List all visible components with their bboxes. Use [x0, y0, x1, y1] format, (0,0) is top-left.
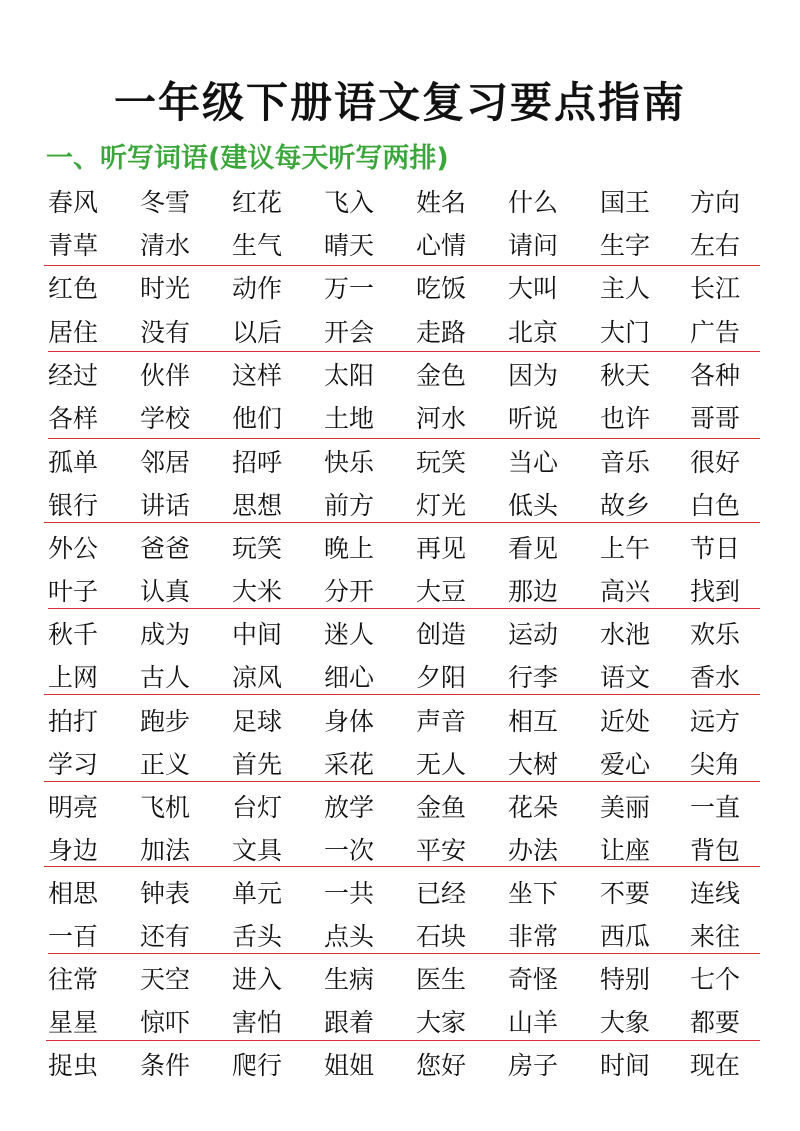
- vocab-word: 奇怪: [508, 965, 559, 994]
- vocab-word: 水池: [600, 620, 651, 649]
- vocab-word: 孤单: [48, 448, 99, 477]
- vocab-word: 主人: [600, 274, 651, 303]
- page-title: 一年级下册语文复习要点指南: [113, 78, 686, 127]
- word-row: [0, 705, 800, 739]
- vocab-word: 晚上: [324, 534, 375, 563]
- vocab-word: 土地: [324, 404, 375, 433]
- vocab-word: 思想: [232, 491, 283, 520]
- vocab-word: 听说: [508, 404, 559, 433]
- vocab-word: 什么: [508, 188, 559, 217]
- vocab-word: 文具: [232, 836, 283, 865]
- vocab-word: 姐姐: [324, 1051, 375, 1080]
- vocab-word: 坐下: [508, 879, 559, 908]
- vocab-word: 生字: [600, 231, 651, 260]
- vocab-word: 远方: [690, 707, 741, 736]
- vocab-word: 背包: [690, 836, 741, 865]
- vocab-word: 细心: [324, 663, 375, 692]
- vocab-word: 红花: [232, 188, 283, 217]
- vocab-word: 迷人: [324, 620, 375, 649]
- vocab-word: 爸爸: [140, 534, 191, 563]
- word-row: [0, 618, 800, 652]
- vocab-word: 采花: [324, 750, 375, 779]
- vocab-word: 中间: [232, 620, 283, 649]
- vocab-word: 以后: [232, 318, 283, 347]
- vocab-word: 高兴: [600, 577, 651, 606]
- vocab-word: 欢乐: [690, 620, 741, 649]
- vocab-word: 也许: [600, 404, 651, 433]
- vocab-word: 故乡: [600, 491, 651, 520]
- vocab-word: 跑步: [140, 707, 191, 736]
- vocab-word: 凉风: [232, 663, 283, 692]
- vocab-word: 首先: [232, 750, 283, 779]
- underline-rule: [48, 608, 760, 609]
- vocab-word: 音乐: [600, 448, 651, 477]
- vocab-word: 学习: [48, 750, 99, 779]
- word-row: [0, 877, 800, 911]
- vocab-word: 上网: [48, 663, 99, 692]
- vocab-word: 夕阳: [416, 663, 467, 692]
- vocab-word: 条件: [140, 1051, 191, 1080]
- vocab-word: 低头: [508, 491, 559, 520]
- vocab-word: 姓名: [416, 188, 467, 217]
- vocab-word: 再见: [416, 534, 467, 563]
- vocab-word: 看见: [508, 534, 559, 563]
- vocab-word: 国王: [600, 188, 651, 217]
- vocab-word: 飞机: [140, 793, 191, 822]
- vocab-word: 伙伴: [140, 361, 191, 390]
- vocab-word: 相思: [48, 879, 99, 908]
- vocab-word: 足球: [232, 707, 283, 736]
- vocab-word: 花朵: [508, 793, 559, 822]
- vocab-word: 现在: [690, 1051, 741, 1080]
- vocab-word: 大家: [416, 1008, 467, 1037]
- vocab-word: 非常: [508, 922, 559, 951]
- vocab-word: 时间: [600, 1051, 651, 1080]
- vocab-word: 秋千: [48, 620, 99, 649]
- vocab-word: 请问: [508, 231, 559, 260]
- underline-rule: [44, 781, 760, 782]
- word-row: [0, 1006, 800, 1040]
- vocab-word: 无人: [416, 750, 467, 779]
- vocab-word: 经过: [48, 361, 99, 390]
- vocab-word: 让座: [600, 836, 651, 865]
- word-row: [0, 359, 800, 393]
- word-row: [0, 575, 800, 609]
- vocab-word: 认真: [140, 577, 191, 606]
- vocab-word: 很好: [690, 448, 741, 477]
- vocab-word: 金色: [416, 361, 467, 390]
- word-row: [0, 834, 800, 868]
- vocab-word: 秋天: [600, 361, 651, 390]
- underline-rule: [48, 351, 760, 352]
- vocab-word: 钟表: [140, 879, 191, 908]
- underline-rule: [44, 522, 760, 523]
- vocab-word: 大米: [232, 577, 283, 606]
- vocab-word: 单元: [232, 879, 283, 908]
- vocab-word: 石块: [416, 922, 467, 951]
- vocab-word: 近处: [600, 707, 651, 736]
- vocab-word: 一直: [690, 793, 741, 822]
- underline-rule: [44, 866, 760, 867]
- vocab-word: 天空: [140, 965, 191, 994]
- vocab-word: 点头: [324, 922, 375, 951]
- vocab-word: 相互: [508, 707, 559, 736]
- vocab-word: 成为: [140, 620, 191, 649]
- vocab-word: 前方: [324, 491, 375, 520]
- vocab-word: 正义: [140, 750, 191, 779]
- vocab-word: 一次: [324, 836, 375, 865]
- vocab-word: 一百: [48, 922, 99, 951]
- vocab-word: 大豆: [416, 577, 467, 606]
- underline-rule: [44, 265, 760, 266]
- vocab-word: 山羊: [508, 1008, 559, 1037]
- vocab-word: 爬行: [232, 1051, 283, 1080]
- vocab-word: 金鱼: [416, 793, 467, 822]
- vocab-word: 七个: [690, 965, 741, 994]
- word-row: [0, 186, 800, 220]
- vocab-word: 飞入: [324, 188, 375, 217]
- vocab-word: 晴天: [324, 231, 375, 260]
- vocab-word: 各样: [48, 404, 99, 433]
- vocab-word: 快乐: [324, 448, 375, 477]
- vocab-word: 那边: [508, 577, 559, 606]
- vocab-word: 居住: [48, 318, 99, 347]
- vocab-word: 舌头: [232, 922, 283, 951]
- vocab-word: 台灯: [232, 793, 283, 822]
- vocab-word: 语文: [600, 663, 651, 692]
- vocab-word: 来往: [690, 922, 741, 951]
- vocab-word: 招呼: [232, 448, 283, 477]
- word-row: [0, 1049, 800, 1083]
- vocab-word: 加法: [140, 836, 191, 865]
- vocab-word: 西瓜: [600, 922, 651, 951]
- word-row: [0, 402, 800, 436]
- vocab-word: 跟着: [324, 1008, 375, 1037]
- vocab-word: 尖角: [690, 750, 741, 779]
- vocab-word: 青草: [48, 231, 99, 260]
- vocab-word: 都要: [690, 1008, 741, 1037]
- word-row: [0, 532, 800, 566]
- section-heading: 一、听写词语(建议每天听写两排): [46, 143, 449, 174]
- word-row: [0, 920, 800, 954]
- vocab-word: 房子: [508, 1051, 559, 1080]
- vocab-word: 节日: [690, 534, 741, 563]
- vocab-word: 因为: [508, 361, 559, 390]
- underline-rule: [46, 1040, 760, 1041]
- vocab-word: 红色: [48, 274, 99, 303]
- vocab-word: 已经: [416, 879, 467, 908]
- vocab-word: 香水: [690, 663, 741, 692]
- vocab-word: 放学: [324, 793, 375, 822]
- vocab-word: 不要: [600, 879, 651, 908]
- vocab-word: 这样: [232, 361, 283, 390]
- vocab-word: 大树: [508, 750, 559, 779]
- word-row: [0, 791, 800, 825]
- vocab-word: 美丽: [600, 793, 651, 822]
- vocab-word: 各种: [690, 361, 741, 390]
- vocab-word: 古人: [140, 663, 191, 692]
- vocab-word: 灯光: [416, 491, 467, 520]
- vocab-word: 行李: [508, 663, 559, 692]
- vocab-word: 外公: [48, 534, 99, 563]
- word-row: [0, 229, 800, 263]
- vocab-word: 上午: [600, 534, 651, 563]
- vocab-word: 广告: [690, 318, 741, 347]
- vocab-word: 左右: [690, 231, 741, 260]
- vocab-word: 清水: [140, 231, 191, 260]
- underline-rule: [44, 694, 760, 695]
- vocab-word: 他们: [232, 404, 283, 433]
- vocab-word: 冬雪: [140, 188, 191, 217]
- word-row: [0, 446, 800, 480]
- vocab-word: 时光: [140, 274, 191, 303]
- vocab-word: 大门: [600, 318, 651, 347]
- vocab-word: 创造: [416, 620, 467, 649]
- underline-rule: [48, 438, 760, 439]
- vocab-word: 没有: [140, 318, 191, 347]
- vocab-word: 平安: [416, 836, 467, 865]
- vocab-word: 找到: [690, 577, 741, 606]
- vocab-word: 生病: [324, 965, 375, 994]
- vocab-word: 还有: [140, 922, 191, 951]
- word-row: [0, 661, 800, 695]
- vocab-word: 分开: [324, 577, 375, 606]
- word-row: [0, 272, 800, 306]
- vocab-word: 北京: [508, 318, 559, 347]
- vocab-word: 一共: [324, 879, 375, 908]
- vocab-word: 拍打: [48, 707, 99, 736]
- vocab-word: 爱心: [600, 750, 651, 779]
- vocab-word: 办法: [508, 836, 559, 865]
- vocab-word: 往常: [48, 965, 99, 994]
- vocab-word: 叶子: [48, 577, 99, 606]
- vocab-word: 吃饭: [416, 274, 467, 303]
- vocab-word: 身体: [324, 707, 375, 736]
- vocab-word: 河水: [416, 404, 467, 433]
- vocab-word: 进入: [232, 965, 283, 994]
- vocab-word: 大叫: [508, 274, 559, 303]
- vocab-word: 玩笑: [232, 534, 283, 563]
- vocab-word: 大象: [600, 1008, 651, 1037]
- word-row: [0, 489, 800, 523]
- vocab-word: 身边: [48, 836, 99, 865]
- vocab-word: 明亮: [48, 793, 99, 822]
- word-row: [0, 963, 800, 997]
- vocab-word: 医生: [416, 965, 467, 994]
- vocab-word: 太阳: [324, 361, 375, 390]
- vocab-word: 白色: [690, 491, 741, 520]
- word-row: [0, 748, 800, 782]
- underline-rule: [48, 953, 760, 954]
- vocab-word: 走路: [416, 318, 467, 347]
- vocab-word: 讲话: [140, 491, 191, 520]
- vocab-word: 连线: [690, 879, 741, 908]
- vocab-word: 声音: [416, 707, 467, 736]
- vocab-word: 运动: [508, 620, 559, 649]
- vocab-word: 害怕: [232, 1008, 283, 1037]
- vocab-word: 惊吓: [140, 1008, 191, 1037]
- vocab-word: 玩笑: [416, 448, 467, 477]
- vocab-word: 生气: [232, 231, 283, 260]
- vocab-word: 万一: [324, 274, 375, 303]
- vocab-word: 您好: [416, 1051, 467, 1080]
- word-row: [0, 316, 800, 350]
- vocab-word: 长江: [690, 274, 741, 303]
- vocab-word: 特别: [600, 965, 651, 994]
- vocab-word: 动作: [232, 274, 283, 303]
- vocab-word: 心情: [416, 231, 467, 260]
- vocab-word: 学校: [140, 404, 191, 433]
- vocab-word: 捉虫: [48, 1051, 99, 1080]
- vocab-word: 邻居: [140, 448, 191, 477]
- vocab-word: 星星: [48, 1008, 99, 1037]
- vocab-word: 方向: [690, 188, 741, 217]
- vocab-word: 当心: [508, 448, 559, 477]
- vocab-word: 哥哥: [690, 404, 741, 433]
- vocab-word: 春风: [48, 188, 99, 217]
- vocab-word: 银行: [48, 491, 99, 520]
- vocab-word: 开会: [324, 318, 375, 347]
